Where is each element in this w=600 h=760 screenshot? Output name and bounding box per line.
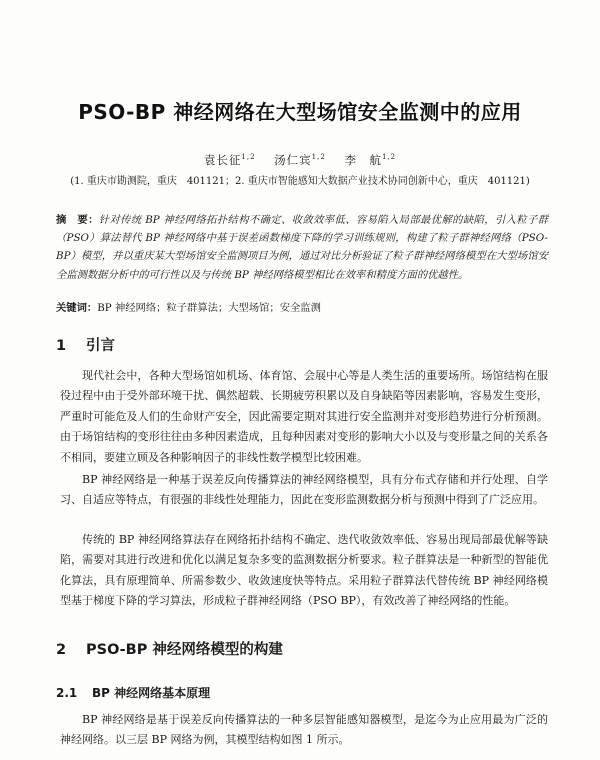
author-name: 袁长征 bbox=[203, 153, 242, 167]
paragraph: BP 神经网络是一种基于误差反向传播算法的神经网络模型，具有分布式存储和并行处理、自学习、自适应等特点，有很强的非线性处理能力，因此在变形监测数据分析与预测中得到了广泛应用。 bbox=[60, 473, 548, 507]
section-number: 1 bbox=[56, 338, 67, 354]
section-heading-introduction bbox=[56, 334, 115, 355]
subsection-title: BP 神经网络基本原理 bbox=[92, 686, 211, 700]
author-list bbox=[0, 152, 600, 168]
keywords-label: 关键词： bbox=[56, 302, 98, 314]
subsection-number: 2.1 bbox=[56, 686, 78, 700]
abstract-text: 针对传统 BP 神经网络拓扑结构不确定、收敛效率低、容易陷入局部最优解的缺陷，引入粒子群（PSO）算法替代 BP 神经网络中基于误差函数梯度下降的学习训练规则，构建了粒子群神经网络（PSO-BP）模型，并以重庆某大型场馆安全监测项目为例，通过对比分析验证了粒子群神经网络模型在大型场馆安全监测数据分析中的可行性以及与传统 BP 神经网络模型相比在效率和精度方面的优越性。 bbox=[56, 214, 548, 281]
paper-title: PSO-BP 神经网络在大型场馆安全监测中的应用 bbox=[78, 100, 522, 124]
author-affiliation-mark: 1,2 bbox=[381, 153, 397, 162]
paragraph: BP 神经网络是基于误差反向传播算法的一种多层智能感知器模型，是迄今为止应用最为广泛的神经网络。以三层 BP 网络为例，其模型结构如图 1 所示。 bbox=[60, 713, 548, 747]
keywords bbox=[56, 300, 548, 316]
subsection-heading bbox=[56, 684, 210, 701]
keywords-text: BP 神经网络；粒子群算法；大型场馆；安全监测 bbox=[97, 302, 321, 314]
author-name: 李 航 bbox=[344, 153, 382, 167]
affiliation: (1. 重庆市勘测院，重庆 401121；2. 重庆市智能感知大数据产业技术协同创新中心，重庆 401121) bbox=[70, 176, 530, 187]
section-heading-model bbox=[56, 638, 283, 659]
paragraph: 传统的 BP 神经网络算法存在网络拓扑结构不确定、迭代收敛效率低、容易出现局部最优解等缺陷，需要对其进行改进和优化以满足复杂多变的监测数据分析要求。粒子群算法是一种新型的智能优化算法，具有原理简单、所需参数少、收敛速度快等特点。采用粒子群算法代替传统 BP 神经网络模型基于梯度下降的学习算法，形成粒子群神经网络（PSO BP），有效改善了神经网络的性能。 bbox=[60, 533, 548, 608]
author-affiliation-mark: 1,2 bbox=[311, 153, 326, 162]
abstract-label: 摘 要： bbox=[56, 214, 99, 226]
author-affiliation-mark: 1,2 bbox=[241, 153, 256, 162]
paragraph: 现代社会中，各种大型场馆如机场、体育馆、会展中心等是人类生活的重要场所。场馆结构在服役过程中由于受外部环境干扰、偶然超载、长期疲劳积累以及自身缺陷等因素影响，容易发生变形，严重时可能危及人们的生命财产安全，因此需要定期对其进行安全监测并对变形趋势进行分析预测。由于场馆结构的变形往往由多种因素造成，且每种因素对变形的影响大小以及与变形量之间的关系各不相同，要建立顾及各种影响因子的非线性数学模型比较困难。 bbox=[60, 369, 548, 464]
section-number: 2 bbox=[56, 642, 67, 658]
section-title: PSO-BP 神经网络模型的构建 bbox=[86, 642, 283, 658]
author-name: 汤仁宾 bbox=[274, 153, 312, 167]
abstract bbox=[56, 211, 548, 284]
section-title: 引言 bbox=[86, 338, 115, 354]
